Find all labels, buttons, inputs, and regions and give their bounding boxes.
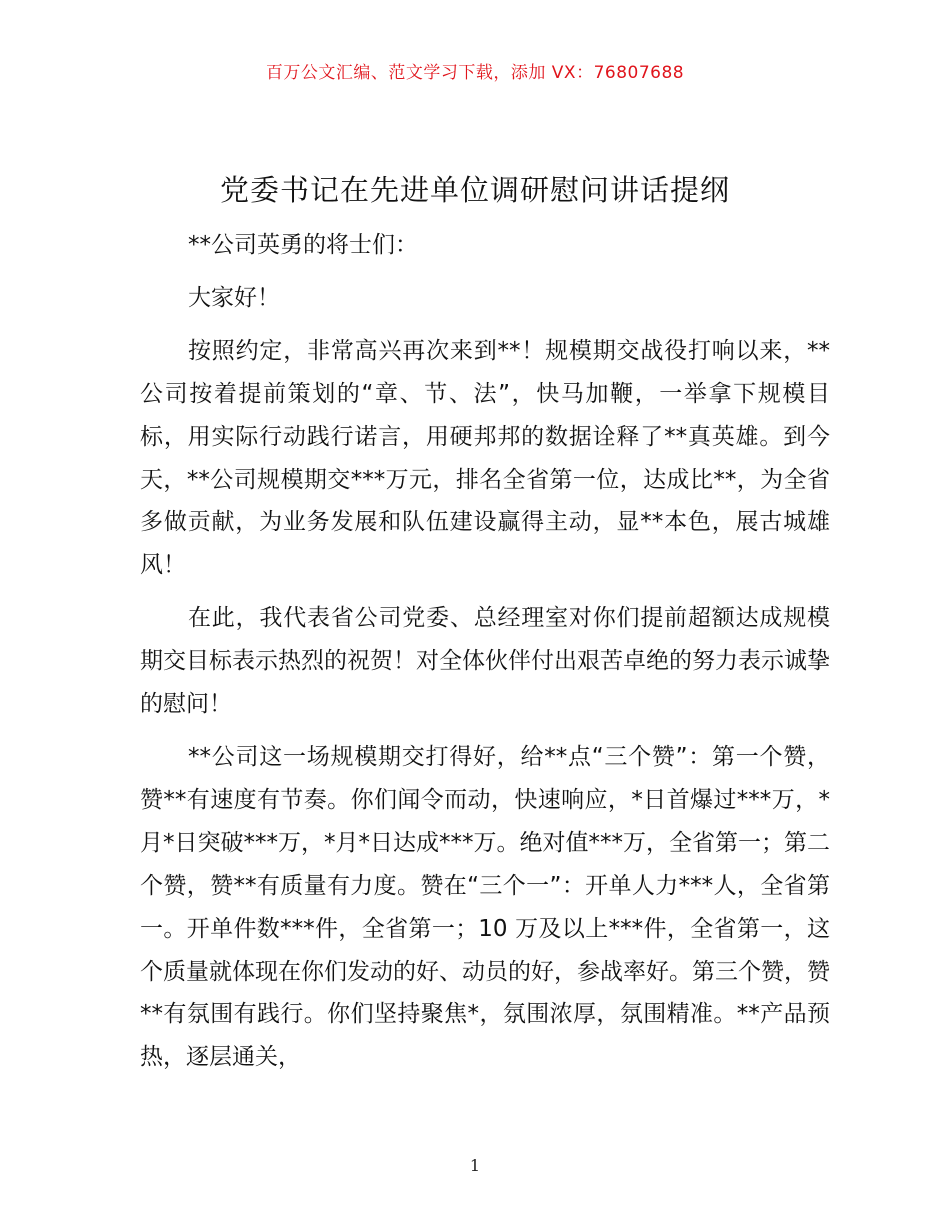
paragraph: **公司这一场规模期交打得好，给**点“三个赞”：第一个赞，赞**有速度有节奏。你们闻令而动，快速响应，*日首爆过***万，*月*日突破***万，*月*日达成***万。绝对值***万，全省第一；第二个赞，赞**有质量有力度。赞在“三个一”：开单人力***人，全省第一。开单件数***件，全省第一；10 万及以上***件，全省第一，这个质量就体现在你们发动的好、动员的好，参战率好。第三个赞，赞**有氛围有践行。你们坚持聚焦*，氛围浓厚，氛围精准。**产品预热，逐层通关， bbox=[140, 743, 830, 1071]
document-title: 党委书记在先进单位调研慰问讲话提纲 bbox=[219, 173, 730, 207]
paragraph: 大家好！ bbox=[188, 284, 280, 311]
paragraph: **公司英勇的将士们： bbox=[188, 232, 418, 258]
header-note: 百万公文汇编、范文学习下载，添加 VX：76807688 bbox=[265, 63, 685, 83]
paragraph: 在此，我代表省公司党委、总经理室对你们提前超额达成规模期交目标表示热烈的祝贺！对全体伙伴付出艰苦卓绝的努力表示诚挚的慰问！ bbox=[140, 605, 830, 718]
paragraph: 按照约定，非常高兴再次来到**！规模期交战役打响以来，**公司按着提前策划的“章、节、法”，快马加鞭，一举拿下规模目标，用实际行动践行诺言，用硬邦邦的数据诠释了**真英雄。到今天，**公司规模期交***万元，排名全省第一位，达成比**，为全省多做贡献，为业务发展和队伍建设赢得主动，显**本色，展古城雄风！ bbox=[140, 337, 830, 579]
document-body bbox=[140, 224, 830, 1089]
page-number: 1 bbox=[469, 1156, 481, 1175]
